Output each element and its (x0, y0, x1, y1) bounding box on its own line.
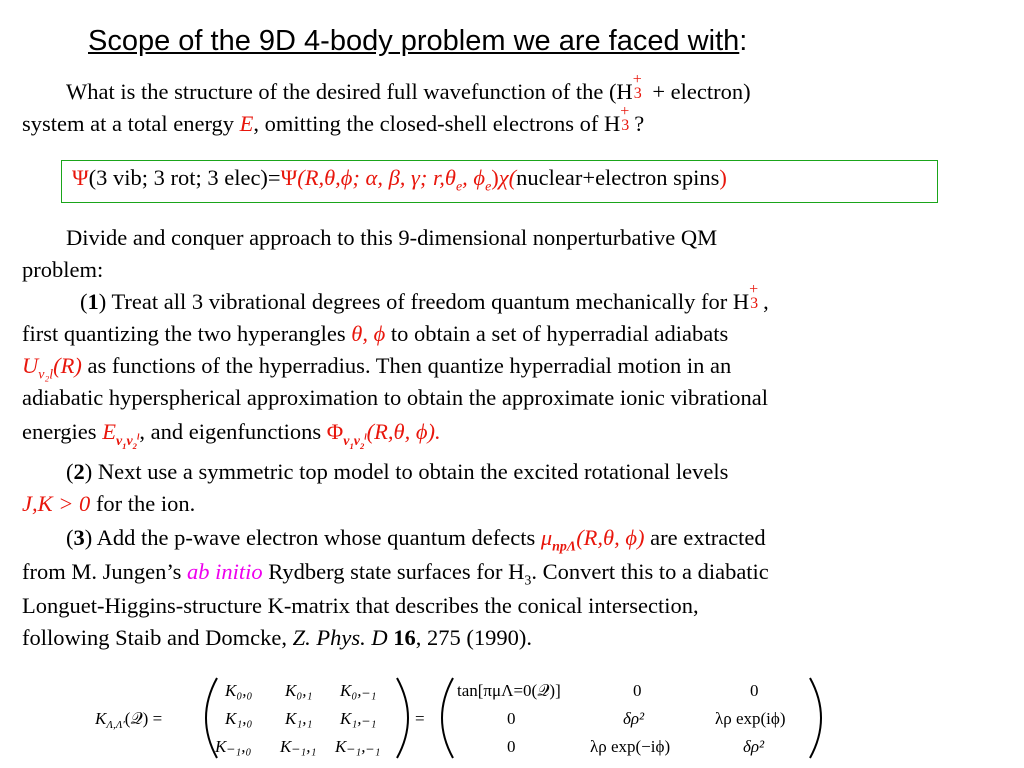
rhs-entries (457, 681, 786, 756)
k-matrix-equation (95, 672, 835, 764)
step-1-line-4: adiabatic hyperspherical approximation to obtain the approximate ionic vibrational (22, 385, 769, 410)
step-1-line-1: (1) Treat all 3 vibrational degrees of freedom quantum mechanically for H + 3 , (80, 281, 769, 314)
slide-title: Scope of the 9D 4-body problem we are faced with: (88, 25, 748, 57)
matrix-equals: = (415, 709, 425, 728)
svg-text:tan[πμΛ=0(𝒬)]: tan[πμΛ=0(𝒬)] (457, 681, 561, 700)
wavefunction-box (61, 160, 938, 203)
svg-text:K₁,₀: K₁,₀ (225, 709, 253, 728)
svg-text:0: 0 (507, 709, 516, 728)
svg-text:K₋₁,₋₁: K₋₁,₋₁ (335, 737, 381, 756)
matrix-right-paren (397, 678, 408, 758)
divide-line-1: Divide and conquer approach to this 9-dimensional nonperturbative QM (66, 225, 718, 250)
ion-h3-plus: + 3 (632, 71, 642, 102)
step-2-line-2: J,K > 0 for the ion. (22, 491, 196, 516)
svg-text:K₁,₋₁: K₁,₋₁ (340, 709, 377, 728)
k-entries (214, 681, 380, 756)
wavefunction-equation: Ψ(3 vib; 3 rot; 3 elec)=Ψ(R,θ,ϕ; α, β, γ; $r,\theta_e$, $\phi_e)\chi(nuclear+electron$ spins) (72, 165, 727, 195)
k-matrix-lhs: $K_{\Lambda,\Lambda'}(𝒬)$ = (95, 709, 163, 731)
svg-text:λρ exp(iϕ): λρ exp(iϕ) (715, 709, 786, 728)
svg-text:0: 0 (507, 737, 516, 756)
svg-text:K₋₁,₀: K₋₁,₀ (215, 737, 252, 756)
svg-text:K₀,₋₁: K₀,₋₁ (340, 681, 377, 700)
intro-line-1: What is the structure of the desired full wavefunction of the (H + 3 + electron) (66, 71, 751, 104)
svg-text:λρ exp(−iϕ): λρ exp(−iϕ) (590, 737, 671, 756)
svg-text:0: 0 (750, 681, 759, 700)
rhs-right-paren (810, 678, 821, 758)
step-2-line-1: (2) Next use a symmetric top model to obtain the excited rotational levels (66, 459, 729, 484)
step-3-line-3: Longuet-Higgins-structure K-matrix that describes the conical intersection, (22, 593, 699, 618)
step-1-line-5: energies $E_{v_1v_2^l}$, and eigenfunctions $\Phi_{v_1v_2^l}(R,\theta$, ϕ). (22, 419, 441, 451)
svg-text:δρ²: δρ² (623, 709, 645, 728)
svg-text:δρ²: δρ² (743, 737, 765, 756)
step-3-line-1: (3) Add the p-wave electron whose quantum defects $\mu_{np\Lambda}(R,\theta$, ϕ) are extracted (66, 525, 766, 555)
svg-text:K₁,₁: K₁,₁ (285, 709, 313, 728)
step-3-line-4: following Staib and Domcke, Z. Phys. D 16, 275 (1990). (22, 625, 532, 650)
rhs-left-paren (442, 678, 453, 758)
divide-line-2: problem: (22, 257, 104, 282)
step-3-line-2: from M. Jungen’s ab initio Rydberg state surfaces for $H_3$. Convert this to a diabatic (22, 559, 769, 589)
step-1-line-3: $U_{v_2l}(R)$ as functions of the hyperradius. Then quantize hyperradial motion in an (22, 353, 732, 383)
intro-line-2: system at a total energy E, omitting the closed-shell electrons of H + 3 ? (22, 103, 645, 136)
svg-text:K₀,₁: K₀,₁ (285, 681, 313, 700)
svg-text:K₀,₀: K₀,₀ (225, 681, 253, 700)
svg-text:K₋₁,₁: K₋₁,₁ (280, 737, 317, 756)
step-1-line-2: first quantizing the two hyperangles θ, ϕ to obtain a set of hyperradial adiabats (22, 321, 729, 346)
svg-text:0: 0 (633, 681, 642, 700)
